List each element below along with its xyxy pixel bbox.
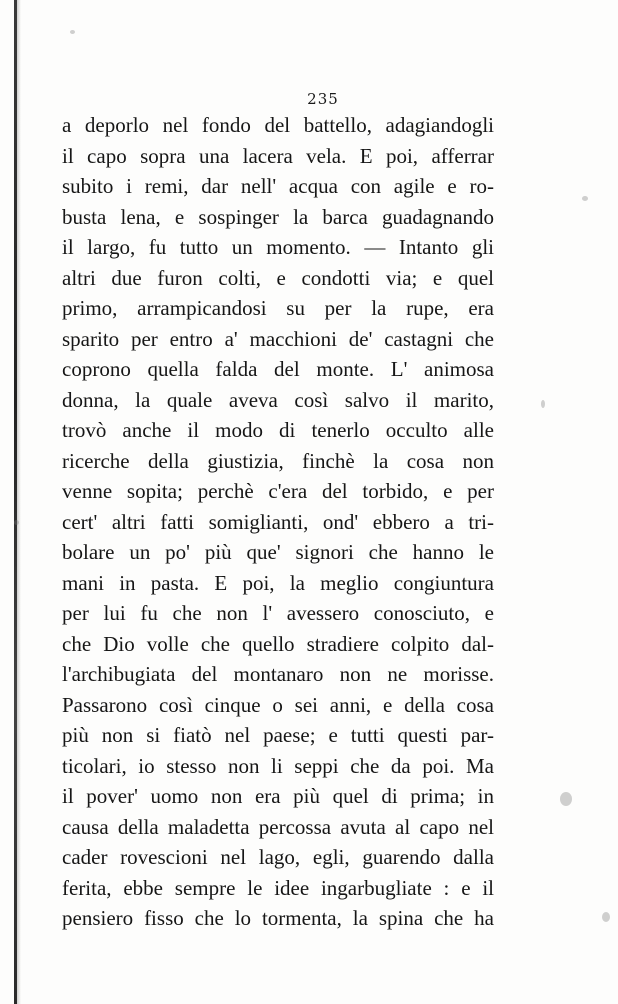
paper-speck	[560, 792, 572, 806]
text-line: più non si fiatò nel paese; e tutti questi par-	[62, 723, 494, 747]
text-line: donna, la quale aveva così salvo il marito,	[62, 387, 494, 412]
text-line: che Dio volle che quello stradiere colpito dal-	[62, 631, 494, 656]
paper-speck	[70, 30, 75, 34]
text-line: Passarono così cinque o sei anni, e della cosa	[62, 692, 494, 717]
page-number: 235	[307, 90, 339, 108]
text-line: cert' altri fatti somiglianti, ond' ebbero a tri-	[62, 509, 494, 534]
text-line: busta lena, e sospinger la barca guadagnando	[62, 204, 494, 229]
paper-speck	[541, 400, 545, 408]
text-line: il capo sopra una lacera vela. E poi, afferrar	[62, 143, 494, 168]
text-line: subito i remi, dar nell' acqua con agile e ro-	[62, 174, 494, 198]
text-line: il largo, fu tutto un momento. — Intanto gli	[62, 235, 494, 259]
paper-speck	[602, 912, 610, 922]
text-line: l'archibugiata del montanaro non ne morisse.	[62, 662, 494, 686]
text-line: causa della maladetta percossa avuta al capo nel	[62, 814, 494, 839]
text-line: venne sopita; perchè c'era del torbido, e per	[62, 479, 494, 503]
text-line: trovò anche il modo di tenerlo occulto alle	[62, 418, 494, 442]
text-line: sparito per entro a' macchioni de' castagni che	[62, 326, 494, 351]
binding-shadow	[17, 0, 21, 1004]
text-line: per lui fu che non l' avessero conosciuto, e	[62, 601, 494, 625]
text-line: cader rovescioni nel lago, egli, guarendo dalla	[62, 845, 494, 869]
text-line: a deporlo nel fondo del battello, adagiandogli	[62, 113, 494, 137]
paper-speck	[582, 196, 588, 201]
text-line: bolare un po' più que' signori che hanno le	[62, 540, 494, 564]
body-text	[62, 110, 494, 934]
text-line: ricerche della giustizia, finchè la cosa non	[62, 448, 494, 473]
text-line: pensiero fisso che lo tormenta, la spina che ha	[62, 906, 494, 930]
text-line: coprono quella falda del monte. L' animosa	[62, 357, 494, 381]
text-line: ferita, ebbe sempre le idee ingarbugliate : e il	[62, 875, 494, 900]
text-line: primo, arrampicandosi su per la rupe, era	[62, 296, 494, 320]
text-line: ticolari, io stesso non li seppi che da poi. Ma	[62, 753, 494, 778]
text-line: il pover' uomo non era più quel di prima; in	[62, 784, 494, 808]
text-line: altri due furon colti, e condotti via; e quel	[62, 265, 494, 290]
text-line: mani in pasta. E poi, la meglio congiuntura	[62, 570, 494, 595]
paper-speck	[14, 520, 19, 525]
